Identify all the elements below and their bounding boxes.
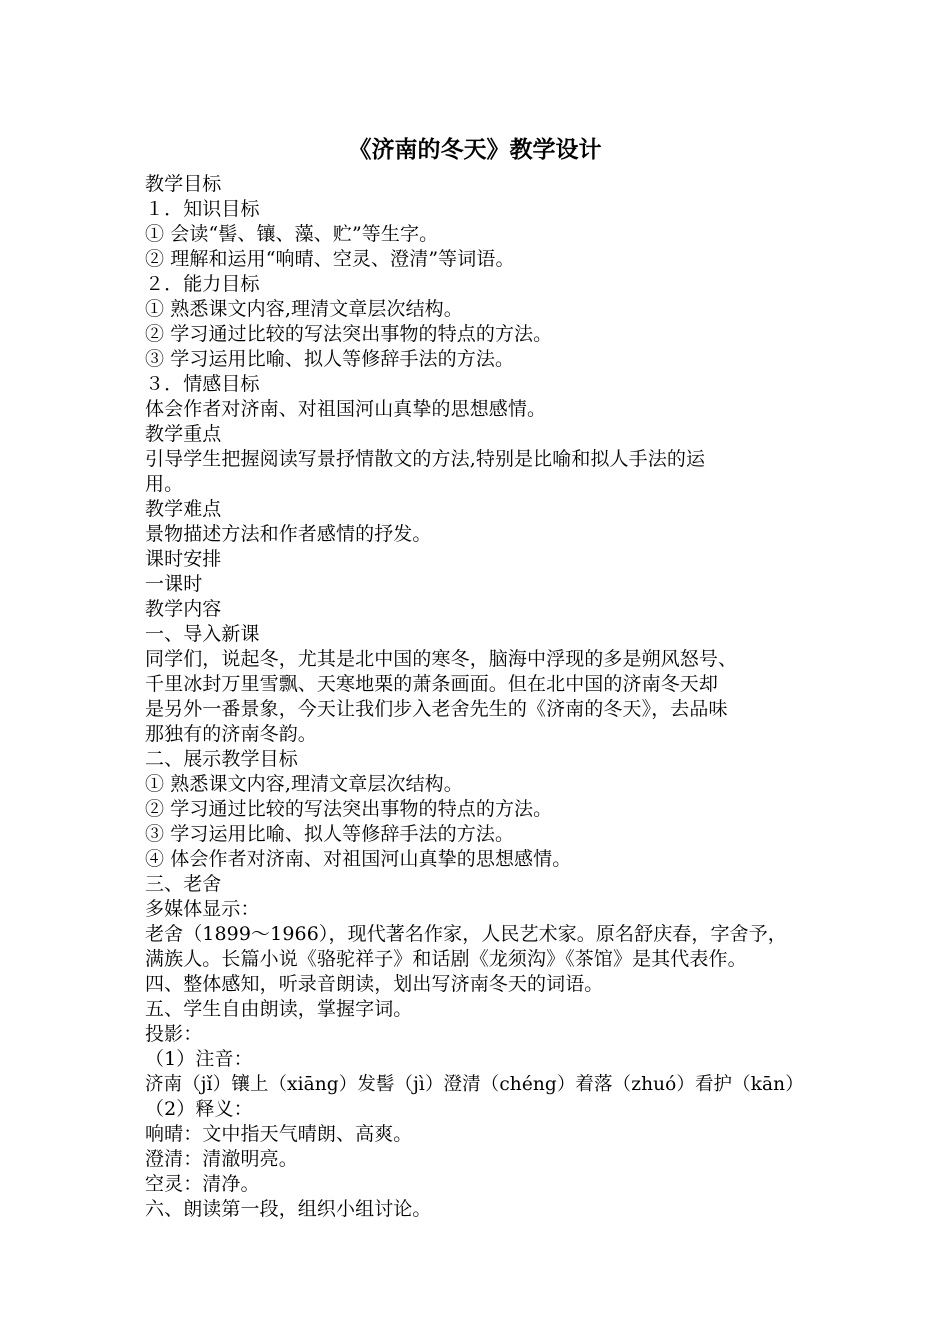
list-item: ③ 学习运用比喻、拟人等修辞手法的方法。: [145, 823, 515, 845]
text-line: 那独有的济南冬韵。: [145, 723, 317, 745]
section-heading: 教学目标: [145, 173, 222, 195]
list-item: ② 学习通过比较的写法突出事物的特点的方法。: [145, 798, 553, 820]
sub-heading: ２．能力目标: [145, 273, 260, 295]
definition-line: 空灵：清净。: [145, 1173, 260, 1195]
list-item: ① 会读“髻、镶、藻、贮”等生字。: [145, 223, 439, 245]
section-heading: 教学难点: [145, 498, 222, 520]
text-line: 投影：: [145, 1023, 203, 1045]
text-line: （1）注音：: [145, 1048, 253, 1070]
list-item: ① 熟悉课文内容,理清文章层次结构。: [145, 773, 463, 795]
text-line: 一课时: [145, 573, 203, 595]
text-line: 老舍（1899～1966），现代著名作家，人民艺术家。原名舒庆春，字舍予，: [145, 923, 787, 945]
sub-heading: 三、老舍: [145, 873, 222, 895]
section-heading: 课时安排: [145, 548, 222, 570]
text-line: 用。: [145, 473, 184, 495]
sub-heading: 五、学生自由朗读，掌握字词。: [145, 998, 413, 1020]
text-line: 是另外一番景象，今天让我们步入老舍先生的《济南的冬天》，去品味: [145, 698, 728, 720]
list-item: ② 学习通过比较的写法突出事物的特点的方法。: [145, 323, 553, 345]
definition-line: 响晴：文中指天气晴朗、高爽。: [145, 1123, 413, 1145]
section-heading: 教学重点: [145, 423, 222, 445]
list-item: ③ 学习运用比喻、拟人等修辞手法的方法。: [145, 348, 515, 370]
document-body: [145, 172, 815, 1222]
definition-line: 澄清：清澈明亮。: [145, 1148, 298, 1170]
list-item: ④ 体会作者对济南、对祖国河山真挚的思想感情。: [145, 848, 572, 870]
sub-heading: 二、展示教学目标: [145, 748, 298, 770]
text-line: 同学们，说起冬，尤其是北中国的寒冬，脑海中浮现的多是朔风怒号、: [145, 648, 738, 670]
list-item: ② 理解和运用“响晴、空灵、澄清”等词语。: [145, 248, 515, 270]
document-title: 《济南的冬天》教学设计: [348, 136, 602, 163]
pinyin-line: 济南（jǐ）镶上（xiāng）发髻（jì）澄清（chéng）着落（zhuó）看护（kān）: [145, 1074, 804, 1095]
sub-heading: 六、朗读第一段，组织小组讨论。: [145, 1198, 432, 1220]
section-heading: 教学内容: [145, 598, 222, 620]
text-line: 千里冰封万里雪飘、天寒地栗的萧条画面。但在北中国的济南冬天却: [145, 673, 719, 695]
sub-heading: ３．情感目标: [145, 373, 260, 395]
text-line: 满族人。长篇小说《骆驼祥子》和话剧《龙须沟》《茶馆》是其代表作。: [145, 948, 747, 970]
list-item: ① 熟悉课文内容,理清文章层次结构。: [145, 298, 463, 320]
sub-heading: 一、导入新课: [145, 623, 260, 645]
sub-heading: １．知识目标: [145, 198, 260, 220]
text-line: 体会作者对济南、对祖国河山真挚的思想感情。: [145, 398, 547, 420]
text-line: 引导学生把握阅读写景抒情散文的方法,特别是比喻和拟人手法的运: [145, 448, 706, 470]
text-line: （2）释义：: [145, 1098, 253, 1120]
sub-heading: 四、整体感知，听录音朗读，划出写济南冬天的词语。: [145, 973, 604, 995]
text-line: 多媒体显示：: [145, 898, 260, 920]
text-line: 景物描述方法和作者感情的抒发。: [145, 523, 432, 545]
